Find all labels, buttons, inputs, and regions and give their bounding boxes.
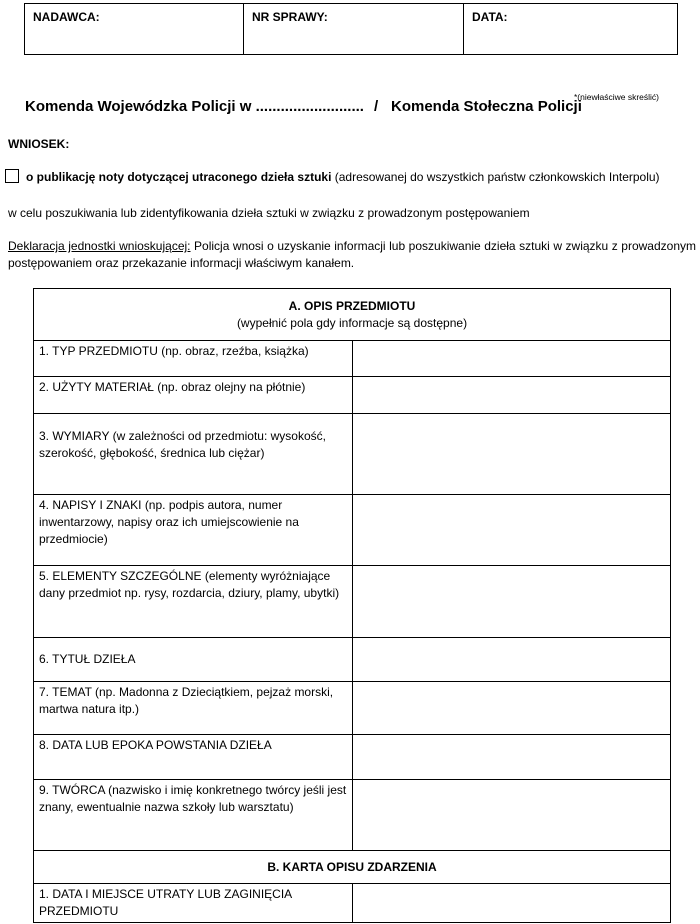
row-label: 1. TYP PRZEDMIOTU (np. obraz, rzeźba, książka) [34, 341, 353, 377]
section-a-title: A. OPIS PRZEDMIOTU [288, 298, 416, 313]
title-note: *(niewłaściwe skreślić) [574, 92, 660, 102]
option-bold-text: o publikację noty dotyczącej utraconego dzieła sztuki [26, 170, 332, 184]
publication-option [26, 170, 696, 184]
row-label: 8. DATA LUB EPOKA POWSTANIA DZIEŁA [34, 735, 353, 780]
case-number-field[interactable] [244, 4, 464, 55]
loss-date-place-field[interactable] [352, 884, 671, 923]
special-features-field[interactable] [352, 566, 671, 638]
row-label: 7. TEMAT (np. Madonna z Dzieciątkiem, pejzaż morski, martwa natura itp.) [34, 682, 353, 735]
row-label: 4. NAPISY I ZNAKI (np. podpis autora, numer inwentarzowy, napisy oraz ich umiejscowienie na przedmiocie) [34, 495, 353, 566]
date-label: DATA: [472, 10, 508, 24]
section-b-header [34, 851, 671, 884]
date-field[interactable] [464, 4, 678, 55]
title-field[interactable] [352, 638, 671, 682]
declaration-text: Policja wnosi o uzyskanie informacji lub poszukiwanie dzieła sztuki w związku z prowadzonym postępowaniem oraz przekazanie informacji właściwym kanałem. [8, 239, 696, 270]
title-right: Komenda Stołeczna Policji [391, 98, 582, 115]
dimensions-field[interactable] [352, 414, 671, 495]
sender-label: NADAWCA: [33, 10, 100, 24]
date-epoch-field[interactable] [352, 735, 671, 780]
case-number-label: NR SPRAWY: [252, 10, 328, 24]
purpose-text: w celu poszukiwania lub zidentyfikowania dzieła sztuki w związku z prowadzonym postępowaniem [8, 206, 530, 220]
option-normal-text: (adresowanej do wszystkich państw członkowskich Interpolu) [331, 170, 660, 184]
declaration-label: Deklaracja jednostki wnioskującej: [8, 239, 191, 253]
section-a-header [34, 289, 671, 341]
title-separator: / [374, 98, 379, 115]
section-a-subtitle: (wypełnić pola gdy informacje są dostępne) [236, 315, 468, 330]
header-table [24, 3, 678, 55]
inscriptions-field[interactable] [352, 495, 671, 566]
request-label: WNIOSEK: [8, 137, 70, 151]
declaration [8, 238, 696, 272]
description-form-table [33, 288, 671, 923]
sender-field[interactable] [25, 4, 244, 55]
row-label: 3. WYMIARY (w zależności od przedmiotu: wysokość, szerokość, głębokość, średnica lub ciężar) [34, 414, 353, 495]
publication-checkbox[interactable] [5, 169, 19, 183]
row-label: 5. ELEMENTY SZCZEGÓLNE (elementy wyróżniające dany przedmiot np. rysy, rozdarcia, dziury, plamy, ubytki) [34, 566, 353, 638]
row-label: 2. UŻYTY MATERIAŁ (np. obraz olejny na płótnie) [34, 377, 353, 414]
title-left: Komenda Wojewódzka Policji w .......................... [25, 98, 364, 115]
item-type-field[interactable] [352, 341, 671, 377]
row-label: 9. TWÓRCA (nazwisko i imię konkretnego twórcy jeśli jest znany, ewentualnie nazwa szkoły lub warsztatu) [34, 780, 353, 851]
material-field[interactable] [352, 377, 671, 414]
section-b-title: B. KARTA OPISU ZDARZENIA [267, 859, 437, 874]
row-label: 1. DATA I MIEJSCE UTRATY LUB ZAGINIĘCIA PRZEDMIOTU [34, 884, 353, 923]
row-label: 6. TYTUŁ DZIEŁA [34, 638, 353, 682]
subject-field[interactable] [352, 682, 671, 735]
creator-field[interactable] [352, 780, 671, 851]
